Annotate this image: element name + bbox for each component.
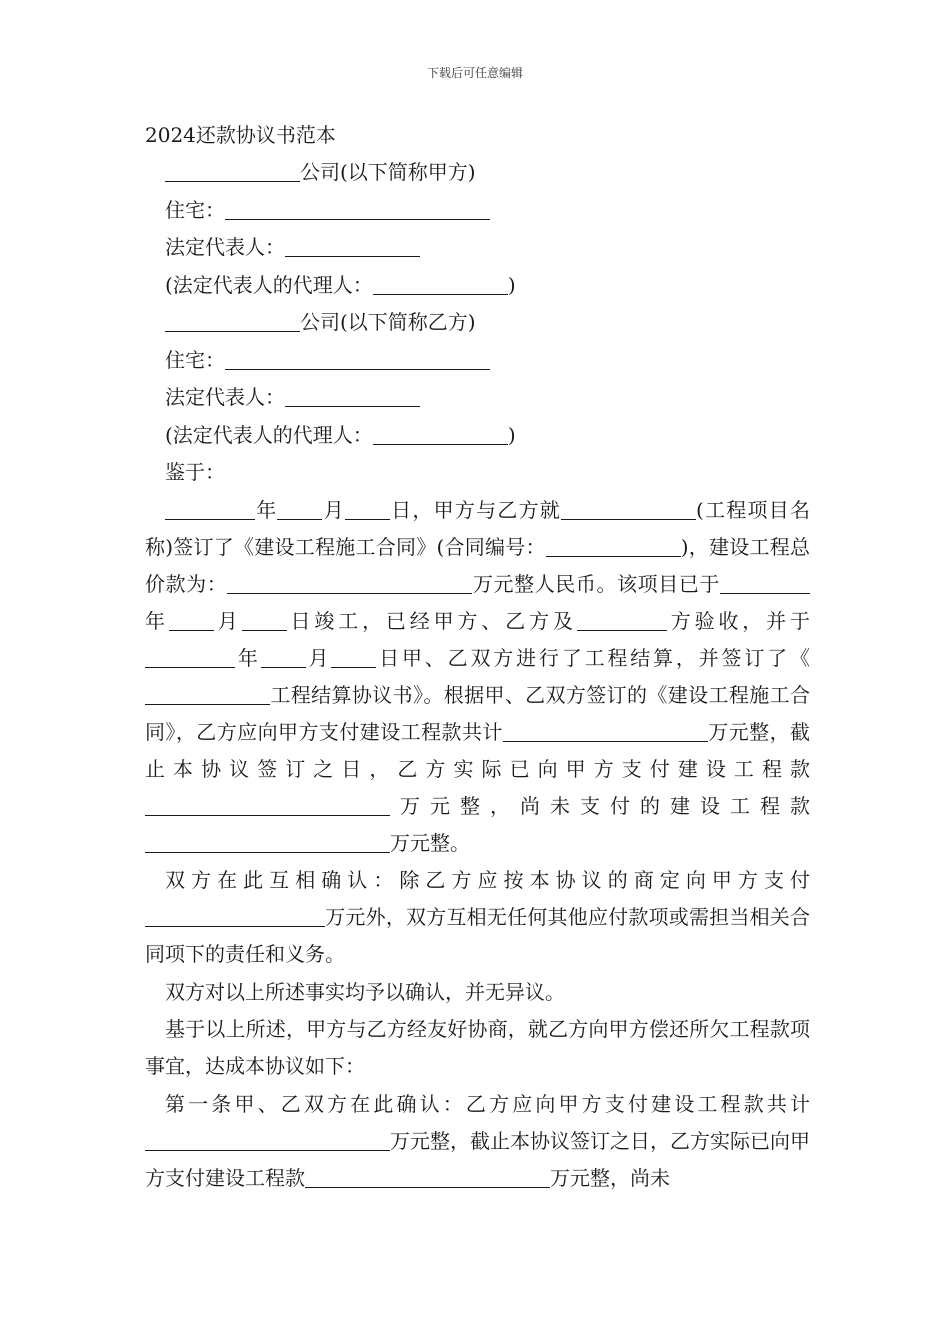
- party-a-agent-close: ): [507, 272, 516, 297]
- party-b-rep-blank[interactable]: [285, 386, 420, 407]
- third-party-blank[interactable]: [577, 610, 667, 631]
- party-a-rep-label: 法定代表人：: [165, 235, 285, 259]
- text-segment: 工程结算协议书》。根据甲、乙双方签订的《建设工程施工合同》，乙方应向甲方支付建设工程款共计: [145, 682, 810, 744]
- text-segment: 日竣工，已经甲方、乙方及: [286, 608, 577, 633]
- settlement-year-blank[interactable]: [145, 647, 235, 668]
- text-segment: 万元整。: [390, 830, 470, 855]
- settlement-month-blank[interactable]: [261, 647, 306, 668]
- text-segment: 月: [322, 497, 345, 522]
- paid-amount-blank[interactable]: [145, 795, 390, 816]
- text-segment: )，建设工程总价款为：: [145, 534, 810, 596]
- paragraph-background: [145, 492, 810, 862]
- text-segment: (工程项目名称)签订了《建设工程施工合同》(合同编号：: [145, 497, 810, 559]
- party-b-company-line: [145, 304, 810, 342]
- article-one-total-blank[interactable]: [145, 1130, 390, 1151]
- document-body: [145, 117, 810, 1197]
- party-a-company-blank[interactable]: [165, 161, 300, 182]
- text-segment: 日甲、乙双方进行了工程结算，并签订了《: [376, 645, 811, 670]
- signing-year-blank[interactable]: [165, 499, 255, 520]
- paragraph-article-one: [145, 1086, 810, 1197]
- text-segment: 第一条甲、乙双方在此确认：乙方应向甲方支付建设工程款共计: [165, 1091, 810, 1116]
- total-payable-blank[interactable]: [503, 721, 708, 742]
- completion-month-blank[interactable]: [169, 610, 214, 631]
- paragraph-no-objection: 双方对以上所述事实均予以确认，并无异议。: [165, 979, 565, 1004]
- party-a-address-label: 住宅：: [165, 197, 225, 222]
- party-a-address-blank[interactable]: [225, 199, 490, 220]
- text-segment: 年: [145, 608, 169, 633]
- completion-year-blank[interactable]: [720, 573, 810, 594]
- paragraph-mutual-confirmation: [145, 862, 810, 973]
- party-a-agent-blank[interactable]: [373, 274, 508, 295]
- contract-number-blank[interactable]: [546, 536, 681, 557]
- text-segment: 日，甲方与乙方就: [389, 497, 562, 522]
- text-segment: 双方在此互相确认：除乙方应按本协议的商定向甲方支付: [165, 868, 810, 892]
- text-segment: 年: [255, 497, 278, 522]
- party-a-rep-blank[interactable]: [285, 236, 420, 257]
- article-one-paid-blank[interactable]: [305, 1167, 550, 1188]
- project-name-blank[interactable]: [561, 499, 696, 520]
- text-segment: 万元外，双方互相无任何其他应付款项或需担当相关合同项下的责任和义务。: [145, 905, 810, 966]
- party-b-rep-label: 法定代表人：: [165, 385, 285, 409]
- party-a-agent-line: [145, 267, 810, 305]
- party-a-company-suffix: 公司(以下简称甲方): [300, 160, 476, 184]
- unpaid-amount-blank[interactable]: [145, 832, 390, 853]
- party-b-company-blank[interactable]: [165, 311, 300, 332]
- party-b-agent-blank[interactable]: [373, 424, 508, 445]
- signing-day-blank[interactable]: [345, 499, 390, 520]
- party-b-agent-label: (法定代表人的代理人：: [165, 422, 373, 447]
- text-segment: 月: [213, 608, 242, 633]
- party-a-address-line: [145, 192, 810, 230]
- party-a-agent-label: (法定代表人的代理人：: [165, 272, 373, 297]
- paragraph-agreement-intro: 基于以上所述，甲方与乙方经友好协商，就乙方向甲方偿还所欠工程款项事宜，达成本协议如下：: [145, 1017, 810, 1078]
- party-b-agent-line: [145, 417, 810, 455]
- text-segment: 万元整，尚未支付的建设工程款: [390, 793, 810, 818]
- payment-amount-blank[interactable]: [145, 906, 325, 927]
- text-segment: 万元整，尚未: [550, 1165, 670, 1190]
- signing-month-blank[interactable]: [277, 499, 322, 520]
- party-b-rep-line: [145, 379, 810, 417]
- text-segment: 方验收，并于: [666, 608, 811, 633]
- total-price-blank[interactable]: [227, 573, 472, 594]
- text-segment: 月: [305, 645, 332, 670]
- party-b-company-suffix: 公司(以下简称乙方): [300, 310, 476, 334]
- whereas-label: 鉴于：: [165, 460, 225, 484]
- text-segment: 年: [235, 645, 261, 670]
- document-title: 2024还款协议书范本: [145, 123, 336, 147]
- settlement-agreement-blank[interactable]: [145, 684, 270, 705]
- party-a-company-line: [145, 154, 810, 192]
- party-b-address-line: [145, 342, 810, 380]
- completion-day-blank[interactable]: [242, 610, 287, 631]
- party-b-agent-close: ): [507, 422, 516, 447]
- text-segment: 万元整，截止本协议签订之日，乙方实际已向甲方支付建设工程款: [145, 719, 811, 781]
- page-header-note: 下载后可任意编辑: [426, 66, 523, 80]
- party-b-address-blank[interactable]: [225, 349, 490, 370]
- text-segment: 万元整人民币。该项目已于: [472, 571, 721, 596]
- settlement-day-blank[interactable]: [331, 647, 376, 668]
- party-b-address-label: 住宅：: [165, 347, 225, 372]
- party-a-rep-line: [145, 229, 810, 267]
- text-segment: 万元整，截止本协议签订之日，乙方实际已向甲方支付建设工程款: [145, 1128, 810, 1190]
